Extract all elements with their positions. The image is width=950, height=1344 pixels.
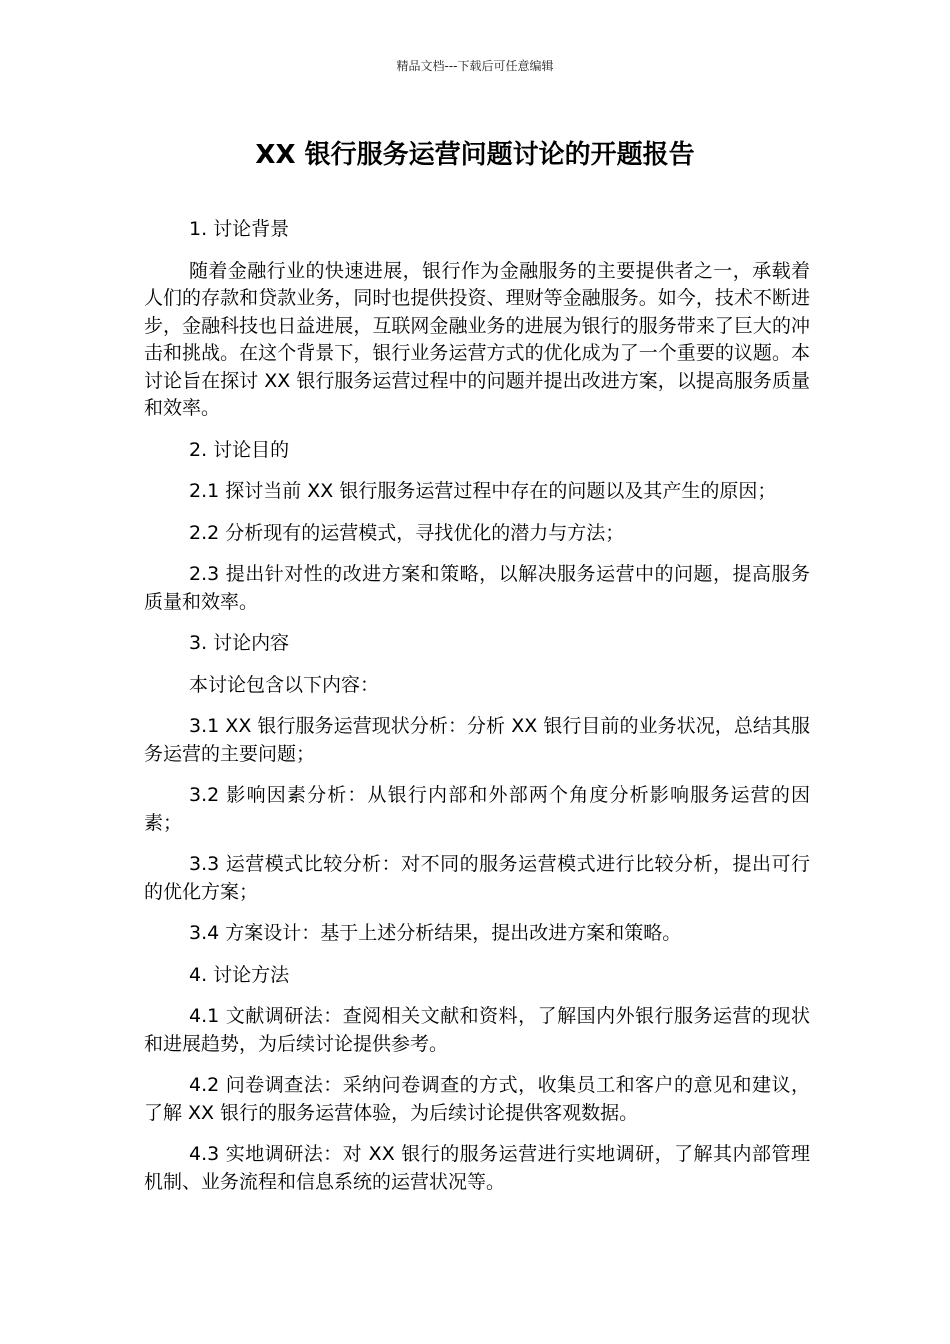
section-heading-content: 3. 讨论内容 [189, 632, 290, 654]
section-heading-purpose: 2. 讨论目的 [189, 438, 290, 461]
paragraph-purpose-2-3: 2.3 提出针对性的改进方案和策略，以解决服务运营中的问题，提高服务质量和效率。 [144, 563, 810, 613]
document-title: XX 银行服务运营问题讨论的开题报告 [255, 140, 695, 170]
paragraph-content-3-3: 3.3 运营模式比较分析：对不同的服务运营模式进行比较分析，提出可行的优化方案； [144, 853, 810, 903]
paragraph-method-4-3: 4.3 实地调研法：对 XX 银行的服务运营进行实地调研，了解其内部管理机制、业务流程和信息系统的运营状况等。 [144, 1143, 810, 1193]
paragraph-method-4-1: 4.1 文献调研法：查阅相关文献和资料，了解国内外银行服务运营的现状和进展趋势，为后续讨论提供参考。 [144, 1005, 810, 1055]
section-heading-background: 1. 讨论背景 [189, 218, 290, 240]
paragraph-content-3-1: 3.1 XX 银行服务运营现状分析：分析 XX 银行目前的业务状况，总结其服务运营的主要问题； [144, 715, 810, 765]
paragraph-purpose-2-2: 2.2 分析现有的运营模式，寻找优化的潜力与方法； [189, 521, 625, 544]
section-heading-method: 4. 讨论方法 [189, 963, 290, 986]
paragraph-content-intro: 本讨论包含以下内容： [189, 673, 380, 696]
paragraph-background: 随着金融行业的快速进展，银行作为金融服务的主要提供者之一，承载着人们的存款和贷款业务，同时也提供投资、理财等金融服务。如今，技术不断进步，金融科技也日益进展，互联网金融业务的进展为银行的服务带来了巨大的冲击和挑战。在这个背景下，银行业务运营方式的优化成为了一个重要的议题。本讨论旨在探讨 XX 银行服务运营过程中的问题并提出改进方案，以提高服务质量和效率。 [144, 259, 810, 419]
paragraph-method-4-2: 4.2 问卷调查法：采纳问卷调查的方式，收集员工和客户的意见和建议，了解 XX 银行的服务运营体验，为后续讨论提供客观数据。 [144, 1074, 810, 1124]
document-body [144, 216, 810, 1210]
paragraph-content-3-2: 3.2 影响因素分析：从银行内部和外部两个角度分析影响服务运营的因素； [144, 784, 810, 834]
paragraph-content-3-4: 3.4 方案设计：基于上述分析结果，提出改进方案和策略。 [189, 922, 682, 944]
header-note: 精品文档---下载后可任意编辑 [396, 59, 554, 73]
paragraph-purpose-2-1: 2.1 探讨当前 XX 银行服务运营过程中存在的问题以及其产生的原因； [189, 480, 777, 502]
